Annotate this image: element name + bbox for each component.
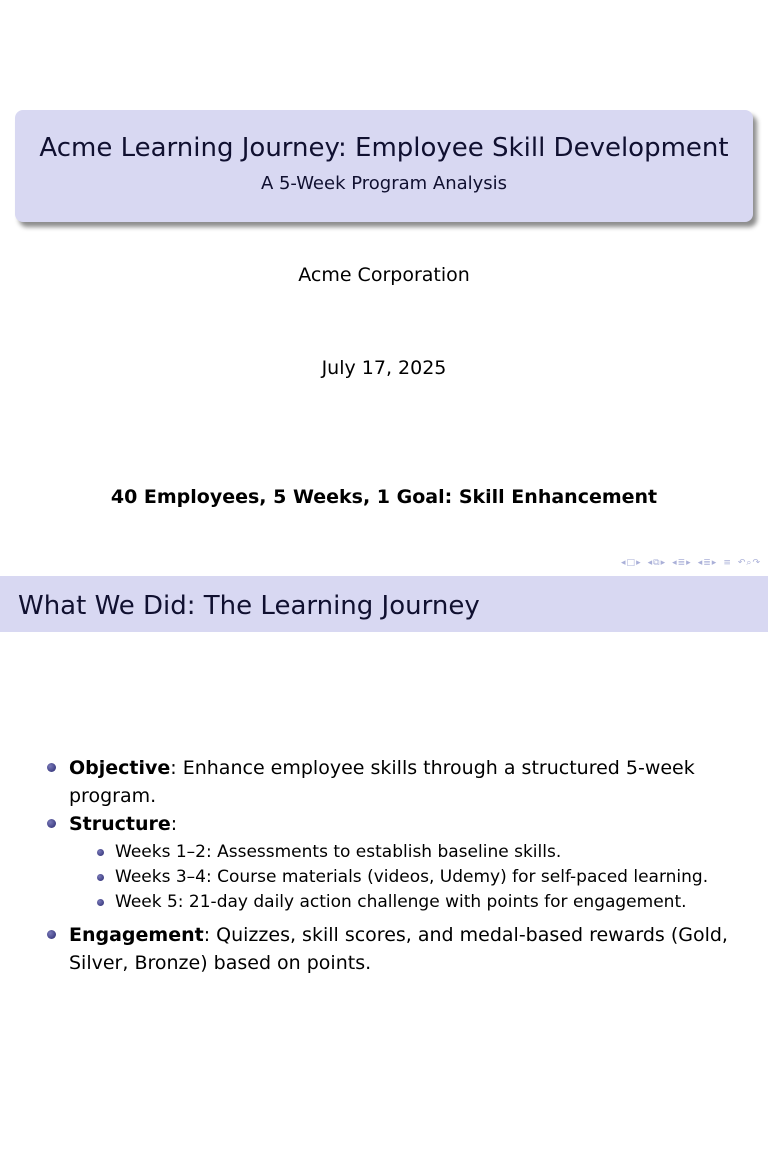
sub-list-item [0, 840, 768, 865]
content-slide [0, 576, 768, 1152]
nav-subsection-icon[interactable]: ⧉ [653, 558, 660, 568]
bullet-label: Engagement [69, 924, 204, 946]
title-block [15, 110, 753, 222]
nav-next-icon[interactable]: ▸ [636, 558, 641, 568]
sub-list [0, 840, 768, 915]
bullet-list [0, 754, 768, 977]
bullet-icon [47, 930, 56, 939]
bullet-text: : Quizzes, skill scores, and medal-based rewards (Gold, Silver, Bronze) based on points. [69, 924, 728, 974]
sub-bullet-icon [97, 849, 104, 856]
nav-frame-icon[interactable]: □ [626, 558, 636, 568]
nav-back-icon[interactable]: ↶ [737, 558, 746, 568]
nav-next-icon[interactable]: ▸ [660, 558, 666, 568]
frame-title: What We Did: The Learning Journey [18, 591, 480, 621]
nav-prev-icon[interactable]: ◂ [647, 558, 653, 568]
list-item [0, 810, 768, 838]
bullet-icon [47, 819, 56, 828]
sub-item-text: Weeks 1–2: Assessments to establish baseline skills. [115, 842, 562, 862]
bullet-text: : [170, 813, 178, 835]
presentation-date: July 17, 2025 [321, 357, 447, 379]
sub-item-text: Weeks 3–4: Course materials (videos, Udemy) for self-paced learning. [115, 867, 709, 887]
nav-prev-icon[interactable]: ◂ [697, 558, 703, 568]
nav-search-icon[interactable]: ⌕ [746, 558, 752, 568]
nav-next-icon[interactable]: ▸ [686, 558, 691, 568]
sub-bullet-icon [97, 899, 104, 906]
nav-prev-icon[interactable]: ◂ [672, 558, 677, 568]
organization-name: Acme Corporation [298, 264, 470, 286]
nav-prev-icon[interactable]: ◂ [621, 558, 626, 568]
sub-bullet-icon [97, 874, 104, 881]
sub-list-item [0, 890, 768, 915]
list-item [0, 754, 768, 810]
presentation-subtitle: A 5-Week Program Analysis [260, 173, 508, 194]
sub-list-item [0, 865, 768, 890]
sub-item-text: Week 5: 21-day daily action challenge with points for engagement. [115, 892, 687, 912]
tagline: 40 Employees, 5 Weeks, 1 Goal: Skill Enhancement [110, 486, 658, 508]
nav-align-icon[interactable]: ≡ [723, 558, 731, 568]
frame-title-bar [0, 576, 768, 632]
list-item [0, 921, 768, 977]
bullet-label: Objective [69, 757, 171, 779]
nav-section-icon[interactable]: ≣ [677, 558, 686, 568]
bullet-text: : Enhance employee skills through a structured 5-week program. [69, 757, 695, 807]
bullet-label: Structure [69, 813, 171, 835]
presentation-title: Acme Learning Journey: Employee Skill Development [39, 133, 729, 163]
nav-forward-icon[interactable]: ↷ [752, 558, 760, 568]
nav-next-icon[interactable]: ▸ [711, 558, 717, 568]
bullet-icon [47, 763, 56, 772]
navigation-bar [616, 556, 760, 570]
nav-section-icon[interactable]: ≣ [703, 558, 711, 568]
